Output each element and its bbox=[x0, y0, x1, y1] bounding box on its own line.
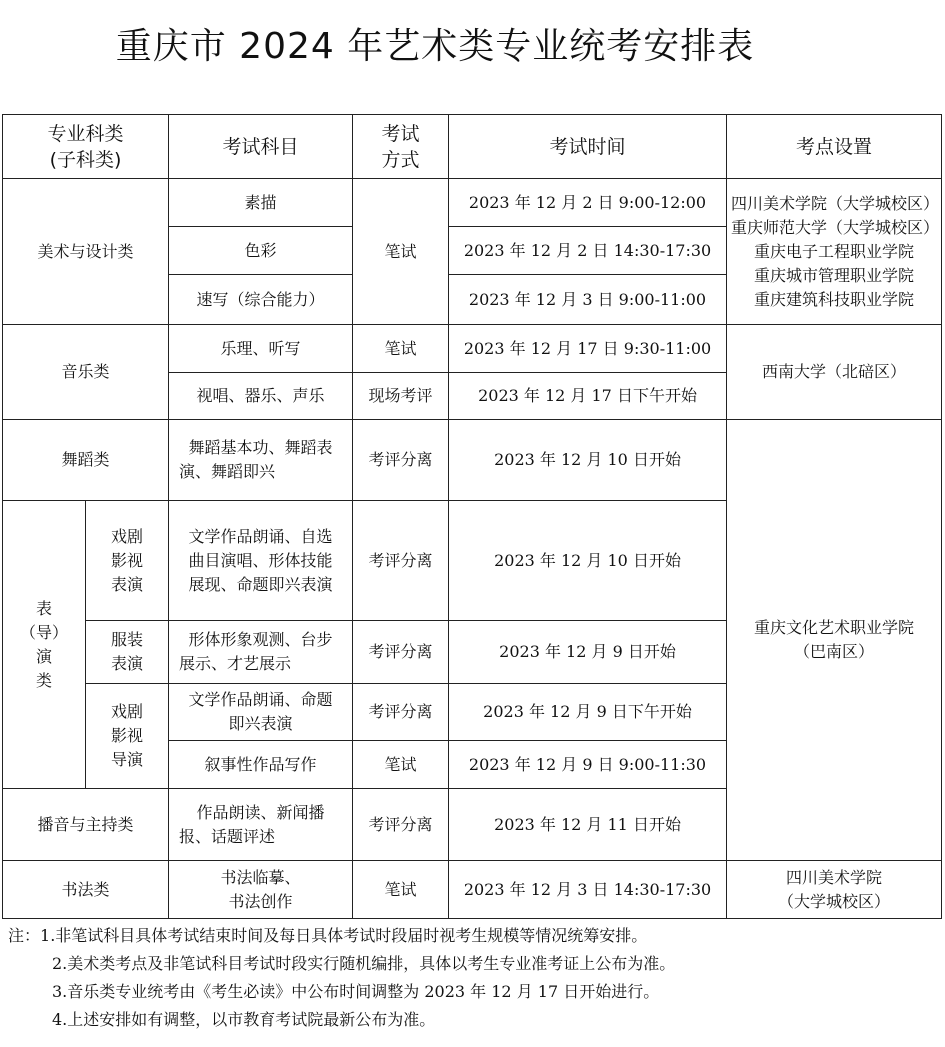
table-row bbox=[3, 861, 942, 919]
header-category bbox=[3, 115, 169, 179]
method-cell: 考评分离 bbox=[353, 501, 449, 621]
sub-line: 影视 bbox=[111, 550, 144, 570]
venue-line: 重庆文化艺术职业学院 bbox=[754, 618, 915, 637]
time-cell: 2023 年 12 月 3 日 9:00-11:00 bbox=[449, 275, 727, 325]
sub-line: 表演 bbox=[111, 574, 144, 594]
venue-line: 四川美术学院（大学城校区） bbox=[731, 193, 940, 213]
sub-line: 戏剧 bbox=[111, 526, 144, 546]
subject-cell: 速写（综合能力） bbox=[169, 275, 353, 325]
venue-line: 重庆建筑科技职业学院 bbox=[754, 289, 915, 309]
method-cell: 考评分离 bbox=[353, 684, 449, 741]
sub-line: 导演 bbox=[111, 750, 144, 769]
time-cell: 2023 年 12 月 17 日 9:30-11:00 bbox=[449, 325, 727, 373]
subject-cell: 视唱、器乐、声乐 bbox=[169, 373, 353, 420]
header-time: 考试时间 bbox=[449, 115, 727, 179]
subject-line: 演、舞蹈即兴 bbox=[179, 462, 276, 481]
note-text: 1.非笔试科目具体考试结束时间及每日具体考试时段届时视考生规模等情况统筹安排。 bbox=[40, 926, 648, 945]
page-title: 重庆市 2024 年艺术类专业统考安排表 bbox=[115, 26, 755, 67]
category-line: 类 bbox=[35, 670, 52, 690]
header-method-line2: 方式 bbox=[381, 148, 420, 171]
subject-line: 文学作品朗诵、命题 bbox=[188, 690, 333, 709]
subject-cell bbox=[169, 861, 353, 919]
venue-line: 重庆师范大学（大学城校区） bbox=[731, 217, 940, 237]
header-method-line1: 考试 bbox=[381, 122, 420, 145]
subject-cell bbox=[169, 621, 353, 684]
method-cell: 考评分离 bbox=[353, 420, 449, 501]
venue-line: （大学城校区） bbox=[778, 891, 891, 911]
subject-cell bbox=[169, 684, 353, 741]
subject-line: 书法创作 bbox=[228, 891, 293, 911]
note-item: 3.音乐类专业统考由《考生必读》中公布时间调整为 2023 年 12 月 17 日开始进行。 bbox=[52, 982, 660, 1001]
time-cell: 2023 年 12 月 11 日开始 bbox=[449, 789, 727, 861]
subject-line: 作品朗读、新闻播 bbox=[196, 802, 325, 822]
method-cell: 笔试 bbox=[353, 741, 449, 789]
subject-line: 报、话题评述 bbox=[179, 826, 276, 846]
venue-shared bbox=[727, 420, 942, 861]
subcategory-costume-performance bbox=[86, 621, 169, 684]
time-cell: 2023 年 12 月 10 日开始 bbox=[449, 501, 727, 621]
venue-line: 四川美术学院 bbox=[786, 867, 883, 887]
category-calligraphy: 书法类 bbox=[3, 861, 169, 919]
subject-cell: 色彩 bbox=[169, 227, 353, 275]
header-method bbox=[353, 115, 449, 179]
subject-cell bbox=[169, 789, 353, 861]
subject-cell: 叙事性作品写作 bbox=[169, 741, 353, 789]
time-cell: 2023 年 12 月 9 日下午开始 bbox=[449, 684, 727, 741]
subject-cell: 素描 bbox=[169, 179, 353, 227]
table-row bbox=[3, 179, 942, 227]
note-item: 4.上述安排如有调整，以市教育考试院最新公布为准。 bbox=[52, 1010, 436, 1029]
category-line: （导） bbox=[19, 622, 68, 642]
category-perform bbox=[3, 501, 86, 789]
note-item: 2.美术类考点及非笔试科目考试时段实行随机编排，具体以考生专业准考证上公布为准。 bbox=[52, 954, 676, 973]
subject-line: 形体形象观测、台步 bbox=[188, 630, 333, 649]
notes-block bbox=[8, 922, 938, 1034]
time-cell: 2023 年 12 月 3 日 14:30-17:30 bbox=[449, 861, 727, 919]
subject-line: 即兴表演 bbox=[228, 714, 293, 733]
method-cell: 笔试 bbox=[353, 325, 449, 373]
venue-line: 重庆城市管理职业学院 bbox=[754, 265, 915, 285]
venue-music: 西南大学（北碚区） bbox=[727, 325, 942, 420]
header-category-line2: (子科类) bbox=[49, 148, 122, 171]
venue-calligraphy bbox=[727, 861, 942, 919]
subcategory-drama-performance bbox=[86, 501, 169, 621]
category-music: 音乐类 bbox=[3, 325, 169, 420]
category-broadcast: 播音与主持类 bbox=[3, 789, 169, 861]
exam-schedule-table bbox=[2, 114, 942, 919]
venue-art bbox=[727, 179, 942, 325]
time-cell: 2023 年 12 月 17 日下午开始 bbox=[449, 373, 727, 420]
subject-line: 文学作品朗诵、自选 bbox=[188, 526, 333, 546]
time-cell: 2023 年 12 月 9 日开始 bbox=[449, 621, 727, 684]
time-cell: 2023 年 12 月 9 日 9:00-11:30 bbox=[449, 741, 727, 789]
sub-line: 表演 bbox=[111, 654, 144, 673]
time-cell: 2023 年 12 月 2 日 9:00-12:00 bbox=[449, 179, 727, 227]
method-cell: 现场考评 bbox=[353, 373, 449, 420]
subject-line: 书法临摹、 bbox=[220, 867, 301, 887]
sub-line: 影视 bbox=[111, 726, 144, 745]
subject-cell bbox=[169, 501, 353, 621]
venue-line: 重庆电子工程职业学院 bbox=[754, 241, 915, 261]
subject-cell: 乐理、听写 bbox=[169, 325, 353, 373]
time-cell: 2023 年 12 月 10 日开始 bbox=[449, 420, 727, 501]
header-category-line1: 专业科类 bbox=[47, 122, 124, 145]
method-cell: 笔试 bbox=[353, 861, 449, 919]
header-row bbox=[3, 115, 942, 179]
table-row bbox=[3, 420, 942, 501]
method-cell: 笔试 bbox=[353, 179, 449, 325]
table-row bbox=[3, 325, 942, 373]
subject-line: 曲目演唱、形体技能 bbox=[188, 550, 333, 570]
subject-line: 舞蹈基本功、舞蹈表 bbox=[188, 438, 333, 457]
sub-line: 戏剧 bbox=[111, 702, 144, 721]
notes-prefix: 注： bbox=[8, 926, 41, 945]
subject-line: 展现、命题即兴表演 bbox=[188, 574, 333, 594]
subject-line: 展示、才艺展示 bbox=[179, 654, 292, 673]
header-subject: 考试科目 bbox=[169, 115, 353, 179]
note-item bbox=[8, 922, 938, 950]
header-venue: 考点设置 bbox=[727, 115, 942, 179]
time-cell: 2023 年 12 月 2 日 14:30-17:30 bbox=[449, 227, 727, 275]
subcategory-drama-directing bbox=[86, 684, 169, 789]
category-dance: 舞蹈类 bbox=[3, 420, 169, 501]
category-line: 演 bbox=[35, 646, 52, 666]
method-cell: 考评分离 bbox=[353, 789, 449, 861]
subject-cell bbox=[169, 420, 353, 501]
method-cell: 考评分离 bbox=[353, 621, 449, 684]
sub-line: 服装 bbox=[111, 630, 144, 649]
category-art: 美术与设计类 bbox=[3, 179, 169, 325]
venue-line: （巴南区） bbox=[794, 642, 875, 661]
category-line: 表 bbox=[35, 598, 52, 618]
